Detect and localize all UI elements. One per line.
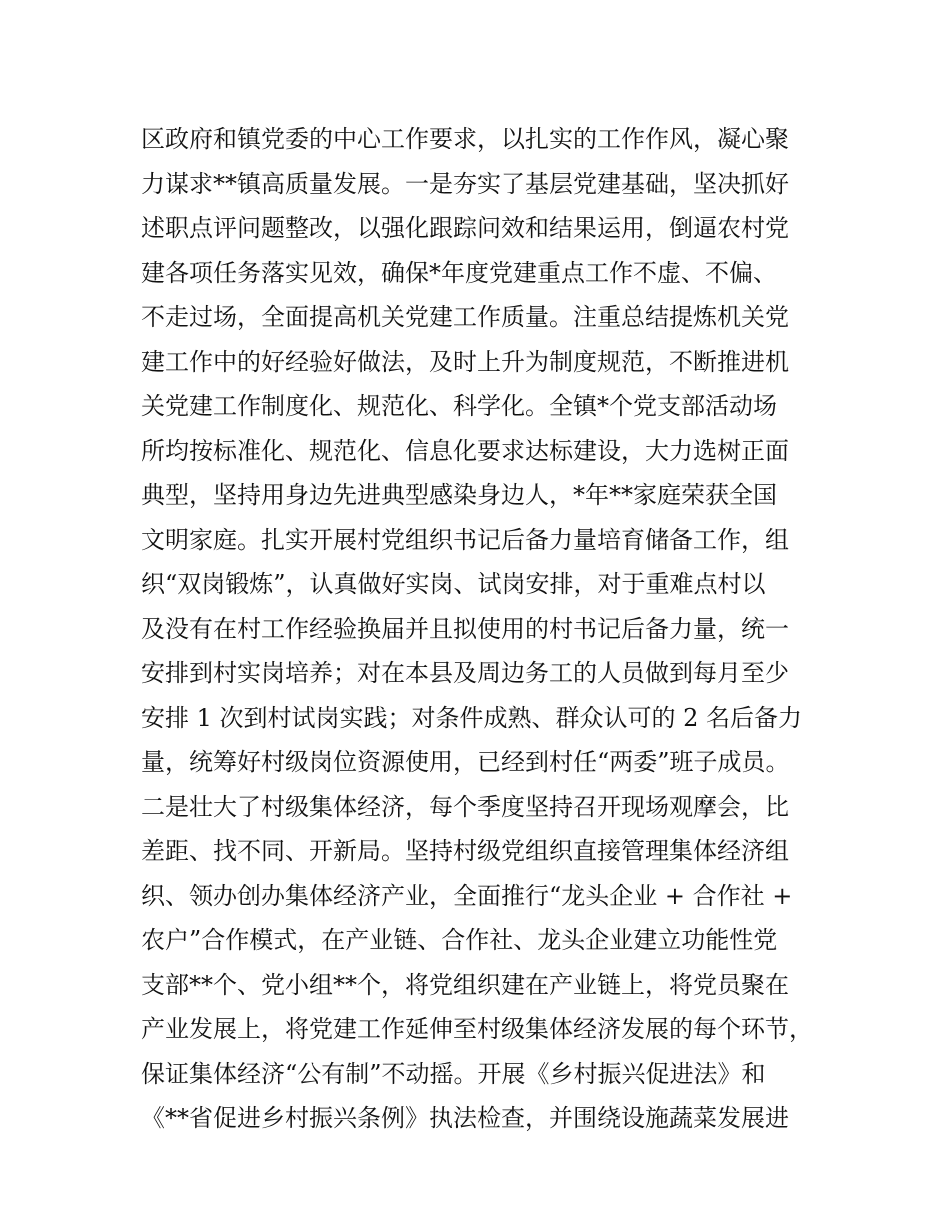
text-line: 支部**个、党小组**个，将党组织建在产业链上，将党员聚在 bbox=[141, 970, 789, 999]
text-line: 述职点评问题整改，以强化跟踪问效和结果运用，倒逼农村党 bbox=[141, 214, 789, 242]
text-line: 不走过场，全面提高机关党建工作质量。注重总结提炼机关党 bbox=[141, 303, 789, 331]
text-line: 产业发展上，将党建工作延伸至村级集体经济发展的每个环节， bbox=[141, 1015, 813, 1043]
text-line: 区政府和镇党委的中心工作要求，以扎实的工作作风，凝心聚 bbox=[141, 125, 789, 153]
text-line: 安排到村实岗培养；对在本县及周边务工的人员做到每月至少 bbox=[141, 659, 789, 687]
text-line: 《**省促进乡村振兴条例》执法检查，并围绕设施蔬菜发展进 bbox=[141, 1104, 789, 1132]
text-line: 典型，坚持用身边先进典型感染身边人，*年**家庭荣获全国 bbox=[141, 481, 777, 509]
text-line: 关党建工作制度化、规范化、科学化。全镇*个党支部活动场 bbox=[141, 392, 777, 420]
body-text bbox=[141, 117, 841, 1141]
text-line: 所均按标准化、规范化、信息化要求达标建设，大力选树正面 bbox=[141, 436, 789, 465]
text-line: 二是壮大了村级集体经济，每个季度坚持召开现场观摩会，比 bbox=[141, 792, 789, 821]
text-line: 织、领办创办集体经济产业，全面推行“龙头企业 + 合作社 + bbox=[141, 881, 793, 910]
text-line: 农户”合作模式，在产业链、合作社、龙头企业建立功能性党 bbox=[141, 926, 778, 954]
text-line: 文明家庭。扎实开展村党组织书记后备力量培育储备工作，组 bbox=[141, 525, 789, 554]
text-line: 量，统筹好村级岗位资源使用，已经到村任“两委”班子成员。 bbox=[141, 748, 790, 776]
text-line: 织“双岗锻炼”，认真做好实岗、试岗安排，对于重难点村以 bbox=[141, 570, 766, 598]
text-line: 及没有在村工作经验换届并且拟使用的村书记后备力量，统一 bbox=[141, 614, 789, 643]
text-line: 力谋求**镇高质量发展。一是夯实了基层党建基础，坚决抓好 bbox=[141, 169, 789, 198]
text-line: 建工作中的好经验好做法，及时上升为制度规范，不断推进机 bbox=[141, 347, 789, 376]
text-line: 安排 1 次到村试岗实践；对条件成熟、群众认可的 2 名后备力 bbox=[141, 703, 803, 732]
text-line: 差距、找不同、开新局。坚持村级党组织直接管理集体经济组 bbox=[141, 837, 789, 865]
text-line: 建各项任务落实见效，确保*年度党建重点工作不虚、不偏、 bbox=[141, 258, 777, 287]
text-line: 保证集体经济“公有制”不动摇。开展《乡村振兴促进法》和 bbox=[141, 1059, 766, 1088]
